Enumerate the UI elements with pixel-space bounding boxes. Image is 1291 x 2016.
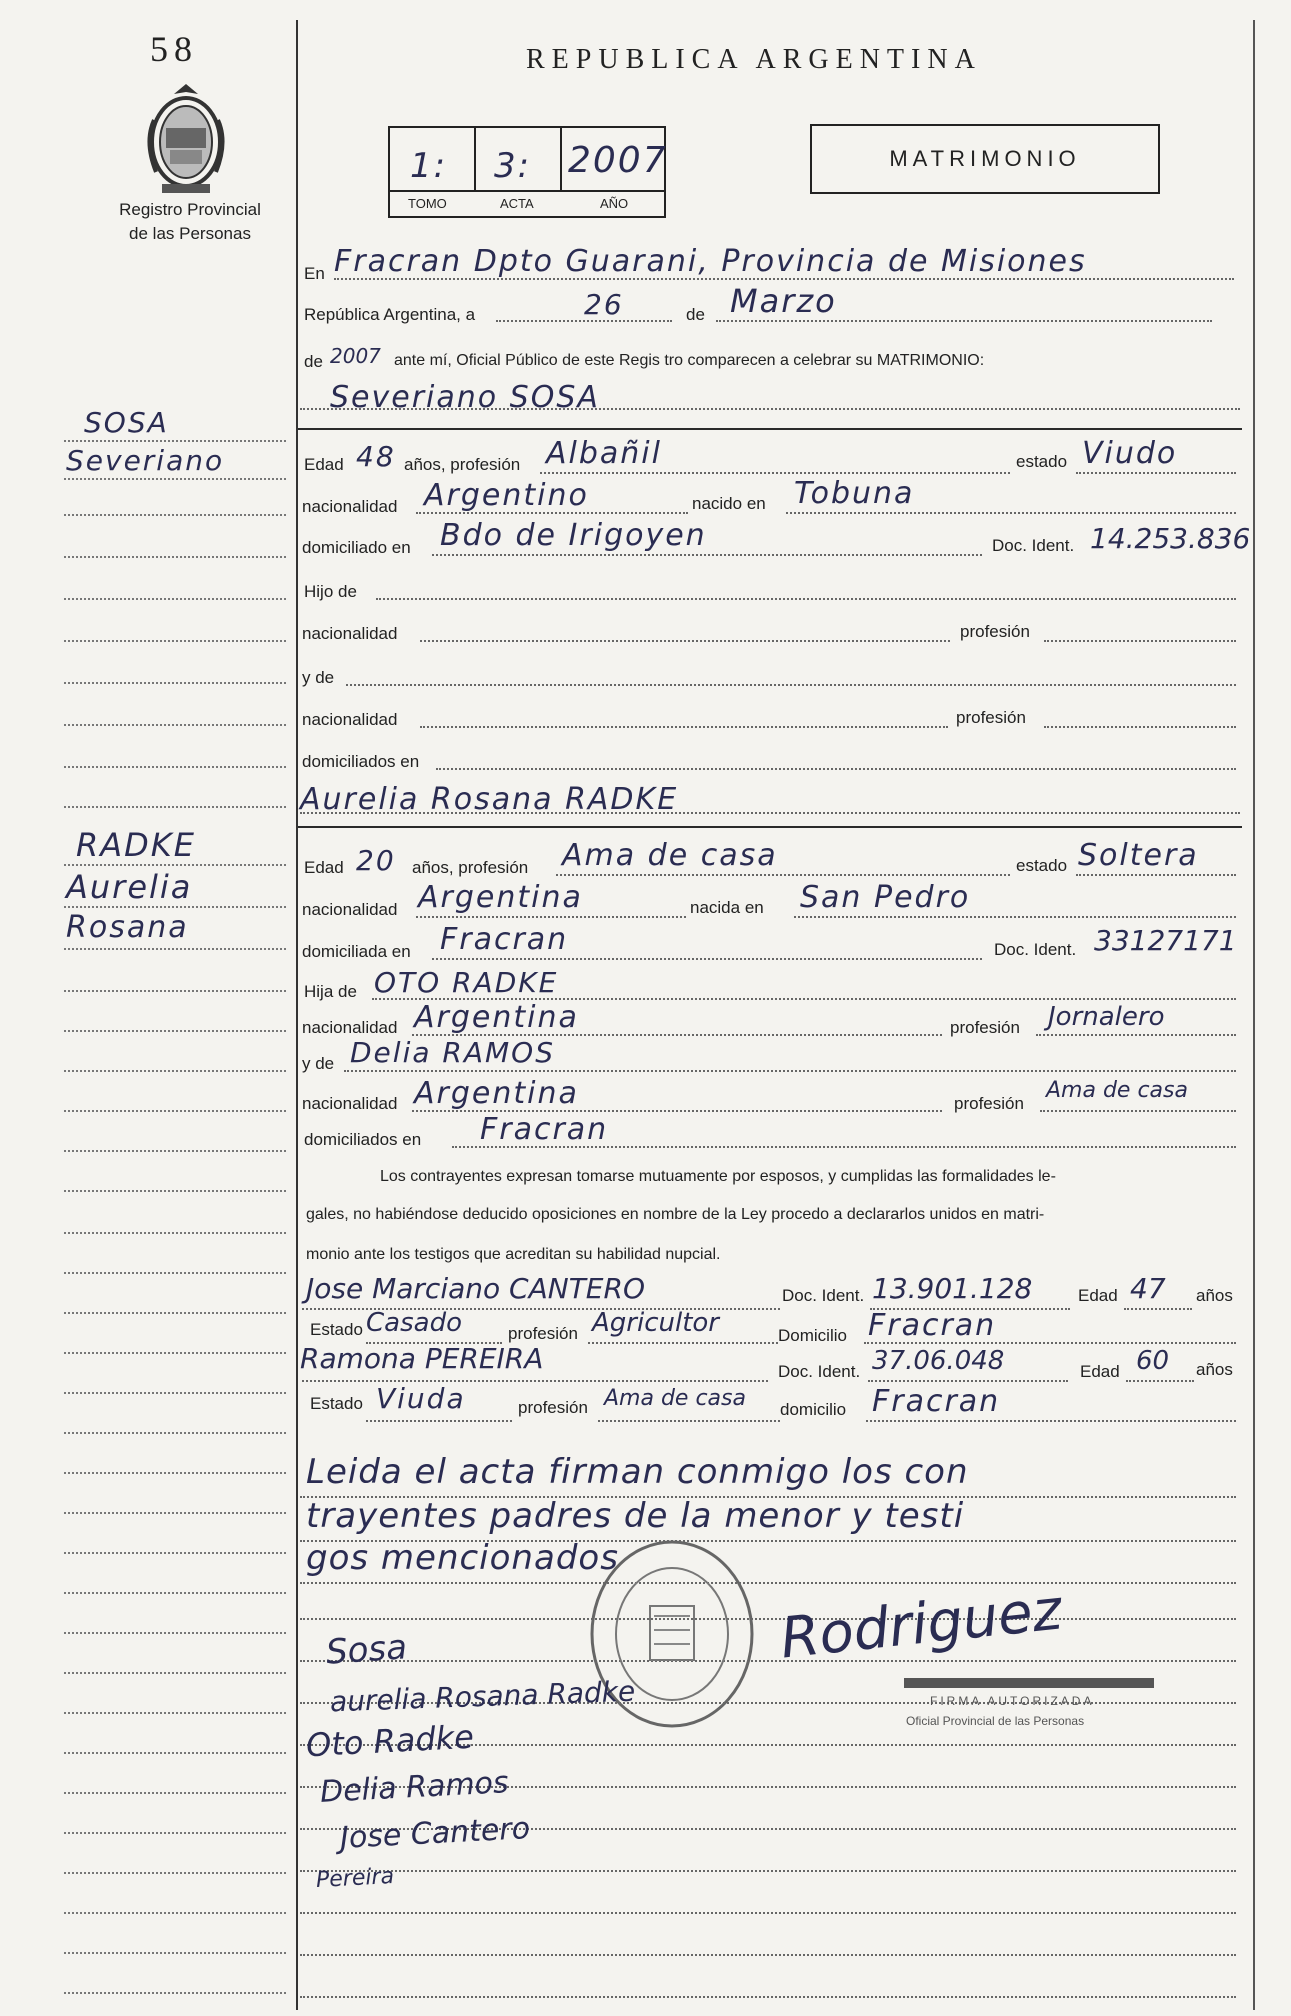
witness1-name: Jose Marciano CANTERO — [306, 1272, 645, 1305]
place-value: Fracran Dpto Guarani, Provincia de Misiones — [334, 244, 1087, 279]
groom-birthplace: Tobuna — [794, 476, 915, 511]
groom-profession: Albañil — [546, 436, 662, 471]
witness1-profesion-label: profesión — [508, 1324, 578, 1343]
bride-anos-profesion-label: años, profesión — [412, 858, 529, 877]
groom-yde-label: y de — [302, 668, 335, 687]
year-value: 2007 — [330, 344, 381, 368]
closing-line2: trayentes padres de la menor y testi — [306, 1496, 965, 1536]
bride-margin-given1: Aurelia — [66, 868, 193, 906]
statement-text: ante mí, Oficial Público de este Regis tro comparecen a celebrar su MATRIMONIO: — [394, 352, 985, 369]
act-type-box — [810, 124, 1160, 194]
groom-hijo-label: Hijo de — [304, 582, 357, 601]
official-stamp — [884, 1672, 1224, 1742]
bride-prof-f-label: profesión — [950, 1018, 1020, 1037]
bride-nacida-label: nacida en — [690, 898, 764, 917]
registry-name-line1: Registro Provincial — [119, 200, 261, 219]
bride-nac-m-label: nacionalidad — [302, 1094, 398, 1113]
tomo-value: 1: — [410, 146, 448, 186]
groom-civil-status: Viudo — [1082, 436, 1178, 471]
signature-father: Oto Radke — [305, 1717, 475, 1765]
bride-father-nationality: Argentina — [414, 1000, 579, 1035]
witness2-age: 60 — [1136, 1346, 1170, 1376]
signature-official: Rodriguez — [777, 1577, 1065, 1672]
ano-value: 2007 — [568, 140, 668, 181]
signature-bride: aurelia Rosana Radke — [329, 1674, 636, 1719]
bride-nac-f-label: nacionalidad — [302, 1018, 398, 1037]
month-value: Marzo — [730, 282, 837, 320]
right-border — [1253, 20, 1255, 2010]
bride-age: 20 — [356, 844, 396, 877]
signature-groom: Sosa — [324, 1627, 409, 1673]
groom-name: Severiano SOSA — [330, 380, 600, 415]
declaration-line3: monio ante los testigos que acreditan su habilidad nupcial. — [306, 1246, 721, 1263]
bride-yde-label: y de — [302, 1054, 335, 1073]
witness2-edad-label: Edad — [1080, 1362, 1120, 1381]
groom-nacionalidad-label: nacionalidad — [302, 497, 398, 516]
bride-mother: Delia RAMOS — [350, 1036, 555, 1069]
bride-nationality: Argentina — [418, 880, 583, 915]
groom-prof3-label: profesión — [956, 708, 1026, 727]
witness1-estado-label: Estado — [310, 1320, 363, 1339]
groom-address: Bdo de Irigoyen — [440, 518, 707, 553]
witness1-doc: 13.901.128 — [872, 1272, 1033, 1305]
bride-doc-label: Doc. Ident. — [994, 940, 1077, 959]
bride-domiciliados-label: domiciliados en — [304, 1130, 422, 1149]
bride-estado-label: estado — [1016, 856, 1068, 875]
tomo-label: TOMO — [408, 196, 447, 211]
signature-witness1: Jose Cantero — [339, 1811, 531, 1856]
groom-doc: 14.253.836 — [1090, 522, 1251, 555]
bride-parents-address: Fracran — [480, 1112, 609, 1147]
ano-label: AÑO — [600, 196, 629, 211]
de2-label: de — [304, 352, 323, 371]
declaration-line2: gales, no habiéndose deducido oposiciones en nombre de la Ley procedo a declararlos unidos en matri- — [306, 1206, 1045, 1223]
bride-margin-given2: Rosana — [66, 910, 189, 945]
signature-witness2: Pereira — [315, 1863, 395, 1894]
groom-age: 48 — [356, 440, 396, 473]
groom-nac3-label: nacionalidad — [302, 710, 398, 729]
bride-doc: 33127171 — [1094, 924, 1237, 957]
country-title: REPUBLICA ARGENTINA — [526, 44, 982, 75]
day-value: 26 — [584, 288, 624, 321]
witness2-address: Fracran — [872, 1384, 1001, 1419]
acta-label: ACTA — [500, 196, 534, 211]
groom-doc-label: Doc. Ident. — [992, 536, 1075, 555]
witness2-profession: Ama de casa — [604, 1386, 746, 1411]
stamp-line1: FIRMA AUTORIZADA — [930, 1694, 1095, 1708]
witness2-name: Ramona PEREIRA — [300, 1342, 544, 1375]
bride-edad-label: Edad — [304, 858, 344, 877]
act-type: MATRIMONIO — [889, 146, 1081, 171]
registry-name-line2: de las Personas — [129, 224, 251, 243]
witness1-doc-label: Doc. Ident. — [782, 1286, 865, 1305]
closing-line1: Leida el acta firman conmigo los con — [306, 1452, 969, 1492]
page-number: 58 — [150, 29, 198, 69]
acta-value: 3: — [494, 146, 532, 186]
bride-mother-profession: Ama de casa — [1046, 1078, 1188, 1103]
republic-label: República Argentina, a — [304, 305, 476, 324]
bride-civil-status: Soltera — [1078, 838, 1199, 873]
de-label: de — [686, 305, 705, 324]
bride-nacionalidad-label: nacionalidad — [302, 900, 398, 919]
bride-prof-m-label: profesión — [954, 1094, 1024, 1113]
groom-edad-label: Edad — [304, 455, 344, 474]
witness1-age: 47 — [1130, 1272, 1166, 1305]
witness1-civil-status: Casado — [366, 1308, 462, 1338]
witness1-profession: Agricultor — [592, 1308, 719, 1338]
groom-nac2-label: nacionalidad — [302, 624, 398, 643]
bride-profession: Ama de casa — [562, 838, 778, 873]
groom-margin-given: Severiano — [66, 444, 225, 477]
bride-name: Aurelia Rosana RADKE — [300, 782, 679, 817]
witness2-doc: 37.06.048 — [872, 1346, 1005, 1376]
bride-address: Fracran — [440, 922, 569, 957]
bride-father: OTO RADKE — [374, 966, 559, 999]
witness1-address: Fracran — [868, 1308, 997, 1343]
witness2-anos-label: años — [1196, 1360, 1233, 1379]
witness1-domicilio-label: Domicilio — [778, 1326, 847, 1345]
groom-prof2-label: profesión — [960, 622, 1030, 641]
declaration-line1: Los contrayentes expresan tomarse mutuamente por esposos, y cumplidas las formalidades le- — [380, 1168, 1056, 1185]
witness2-profesion-label: profesión — [518, 1398, 588, 1417]
bride-father-profession: Jornalero — [1048, 1002, 1165, 1032]
bride-hija-label: Hija de — [304, 982, 357, 1001]
witness1-edad-label: Edad — [1078, 1286, 1118, 1305]
groom-nacido-label: nacido en — [692, 494, 766, 513]
witness2-doc-label: Doc. Ident. — [778, 1362, 861, 1381]
witness2-civil-status: Viuda — [376, 1382, 466, 1415]
witness2-domicilio-label: domicilio — [780, 1400, 847, 1419]
groom-anos-profesion-label: años, profesión — [404, 455, 521, 474]
en-label: En — [304, 264, 325, 283]
closing-line3: gos mencionados — [306, 1538, 619, 1578]
stamp-line2: Oficial Provincial de las Personas — [906, 1714, 1085, 1728]
witness2-estado-label: Estado — [310, 1394, 363, 1413]
witness1-anos-label: años — [1196, 1286, 1233, 1305]
bride-birthplace: San Pedro — [800, 880, 971, 915]
groom-estado-label: estado — [1016, 452, 1068, 471]
groom-domiciliados-label: domiciliados en — [302, 752, 420, 771]
groom-margin-surname: SOSA — [84, 406, 169, 439]
groom-domiciliado-label: domiciliado en — [302, 538, 411, 557]
groom-nationality: Argentino — [424, 478, 589, 513]
signature-mother: Delia Ramos — [319, 1765, 510, 1810]
bride-margin-surname: RADKE — [76, 826, 196, 864]
margin-separator — [296, 20, 298, 2010]
record-box — [388, 126, 666, 218]
bride-domiciliada-label: domiciliada en — [302, 942, 411, 961]
bride-mother-nationality: Argentina — [414, 1076, 579, 1111]
provincial-seal-logo — [136, 80, 236, 200]
